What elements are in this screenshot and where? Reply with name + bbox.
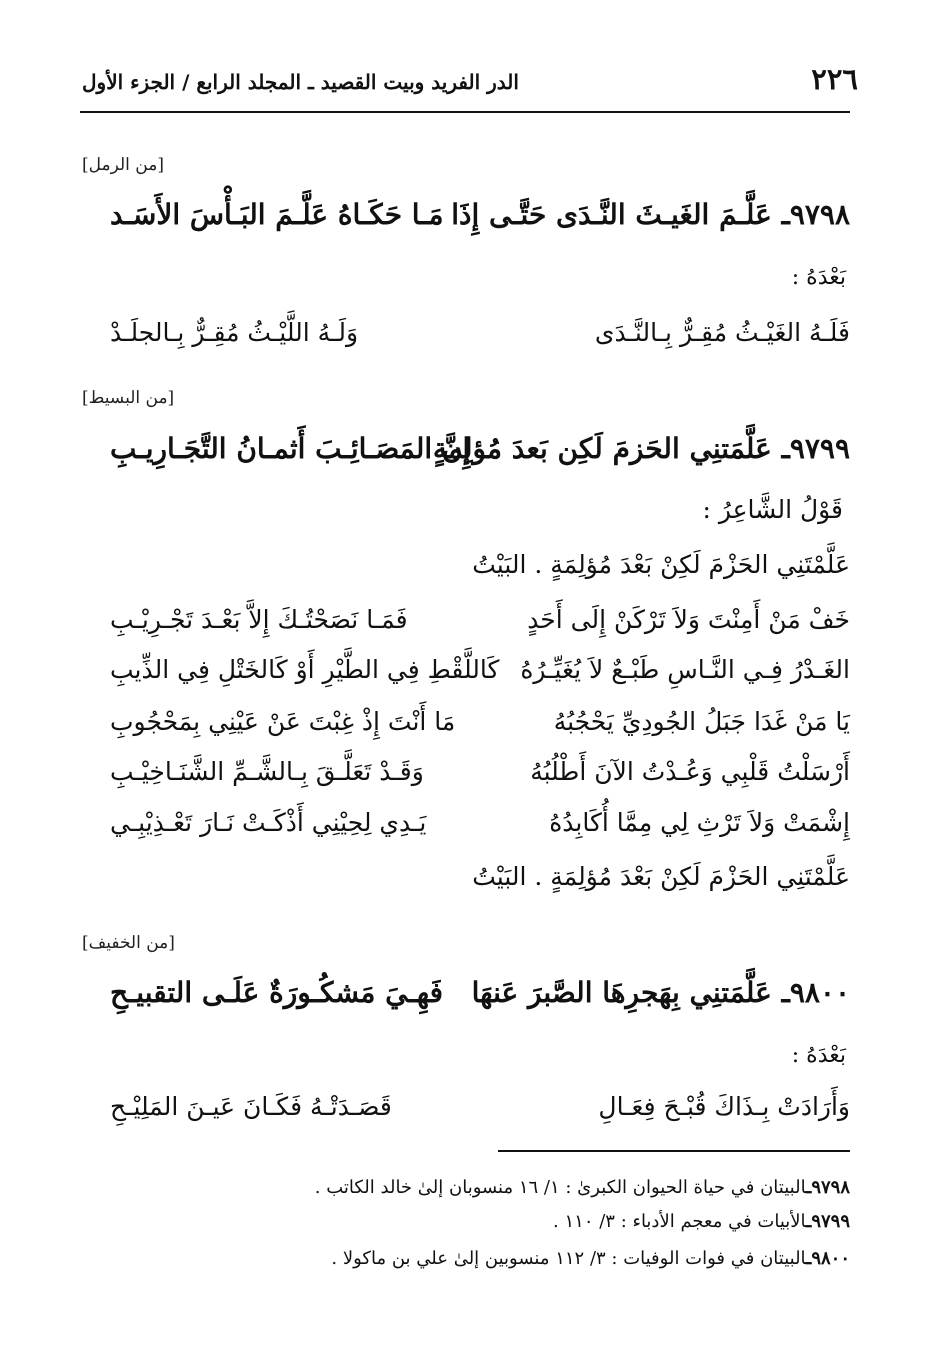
follow-second-hemistich: وَلَـهُ اللَّيْـثُ مُقِـرٌّ بِـالجلَـدْ	[110, 318, 359, 347]
couplet-second-hemistich: وَقَـدْ تَعَلَّـقَ بِـالشَّـمِّ الشَّنَـاخِيْـبِ	[110, 757, 424, 786]
follow-first-hemistich: فَلَـهُ الغَيْـثُ مُقِـرٌّ بِـالنَّـدَى	[594, 318, 850, 347]
footnote	[553, 1211, 850, 1232]
quote-intro: قَوْلُ الشَّاعِرُ :	[702, 495, 843, 524]
couplet-first-hemistich: إِشْمَتْ وَلاَ تَرْثِ لِي مِمَّا أُكَابِدُهُ	[549, 808, 850, 837]
footnote-text: الأبيات في معجم الأدباء : ٣/ ١١٠ .	[553, 1211, 807, 1232]
quoted-line: عَلَّمْتَنِي الحَزْمَ لَكِنْ بَعْدَ مُؤلِمَةٍ . البَيْتُ	[472, 862, 850, 891]
couplet-first-hemistich: يَا مَنْ غَدَا جَبَلُ الجُودِيِّ يَحْجُبُهُ	[553, 707, 850, 736]
couplet-second-hemistich: كَاللَّقْطِ فِي الطَّيْرِ أَوْ كَالخَتْلِ فِي الذِّيبِ	[110, 655, 500, 684]
verse-second-hemistich: مَـا حَكَـاهُ عَلَّـمَ البَـأْسَ الأَسَـد	[110, 198, 444, 231]
meter-label: [من الرمل]	[82, 155, 164, 175]
header-rule	[80, 111, 850, 113]
hemistich-text: عَلَّمَتنِي بِهَجرِهَا الصَّبرَ عَنهَا	[471, 976, 772, 1009]
couplet-second-hemistich: مَا أَنْتَ إِذْ غِبْتَ عَنْ عَيْنِي بِمَحْجُوبِ	[110, 707, 456, 736]
note-label: بَعْدَهُ :	[791, 1043, 846, 1068]
note-label: بَعْدَهُ :	[791, 265, 846, 290]
follow-first-hemistich: وَأَرَادَتْ بِـذَاكَ قُبْـحَ فِعَـالِ	[598, 1092, 850, 1121]
footnote	[331, 1248, 850, 1269]
page-number: ٢٢٦	[811, 62, 858, 96]
verse-first-hemistich	[451, 198, 850, 231]
couplet-first-hemistich: الغَـدْرُ فِـي النَّـاسِ طَبْـعٌ لاَ يُغَيِّـرُهُ	[520, 655, 850, 684]
footnote-number: ٩٧٩٨ـ	[806, 1177, 850, 1198]
verse-second-hemistich: إِنَّ المَصَـائِـبَ أَثمـانُ التَّجَـارِيـبِ	[110, 432, 471, 465]
hemistich-text: عَلَّمَتنِي الحَزمَ لَكِن بَعدَ مُؤلِمةٍ	[432, 432, 772, 465]
verse-first-hemistich	[433, 432, 850, 465]
running-title: الدر الفريد وبيت القصيد ـ المجلد الرابع / الجزء الأول	[82, 70, 519, 94]
footnote-number: ٩٨٠٠ـ	[806, 1248, 850, 1269]
couplet-second-hemistich: فَمَـا نَصَحْتُـكَ إِلاَّ بَعْـدَ تَجْـرِيْـبِ	[110, 605, 408, 634]
verse-number: ٩٨٠٠ـ	[781, 976, 850, 1009]
footnote	[315, 1177, 850, 1198]
meter-label: [من الخفيف]	[82, 933, 175, 953]
footnote-number: ٩٧٩٩ـ	[806, 1211, 850, 1232]
footnote-text: البيتان في فوات الوفيات : ٣/ ١١٢ منسوبين إلىٰ علي بن ماكولا .	[331, 1248, 807, 1269]
footnote-rule	[498, 1150, 850, 1152]
couplet-first-hemistich: خَفْ مَنْ أَمِنْتَ وَلاَ تَرْكَنْ إِلَى أَحَدٍ	[527, 605, 850, 634]
footnote-text: البيتان في حياة الحيوان الكبرىٰ : ١/ ١٦ منسوبان إلىٰ خالد الكاتب .	[314, 1177, 807, 1198]
hemistich-text: عَلَّـمَ الغَيـثَ النَّـدَى حَتَّـى إِذَا	[451, 198, 772, 231]
verse-number: ٩٧٩٨ـ	[781, 198, 850, 231]
verse-number: ٩٧٩٩ـ	[781, 432, 850, 465]
follow-second-hemistich: قَصَـدَتْـهُ فَكَـانَ عَيـنَ المَلِيْـحِ	[110, 1092, 392, 1121]
quoted-line: عَلَّمْتَنِي الحَزْمَ لَكِنْ بَعْدَ مُؤلِمَةٍ . البَيْتُ	[472, 550, 850, 579]
meter-label: [من البسيط]	[82, 388, 175, 408]
verse-second-hemistich: فَهِـيَ مَشكُـورَةٌ عَلَـى التقبيـحِ	[110, 976, 443, 1009]
verse-first-hemistich	[472, 976, 850, 1009]
couplet-second-hemistich: يَـدِي لِحِيْنِي أَذْكَـتْ نَـارَ تَعْـذِيْبِـي	[110, 808, 427, 837]
couplet-first-hemistich: أَرْسَلْتُ قَلْبِي وَعُـدْتُ الآنَ أَطْلُبُهُ	[530, 757, 850, 786]
